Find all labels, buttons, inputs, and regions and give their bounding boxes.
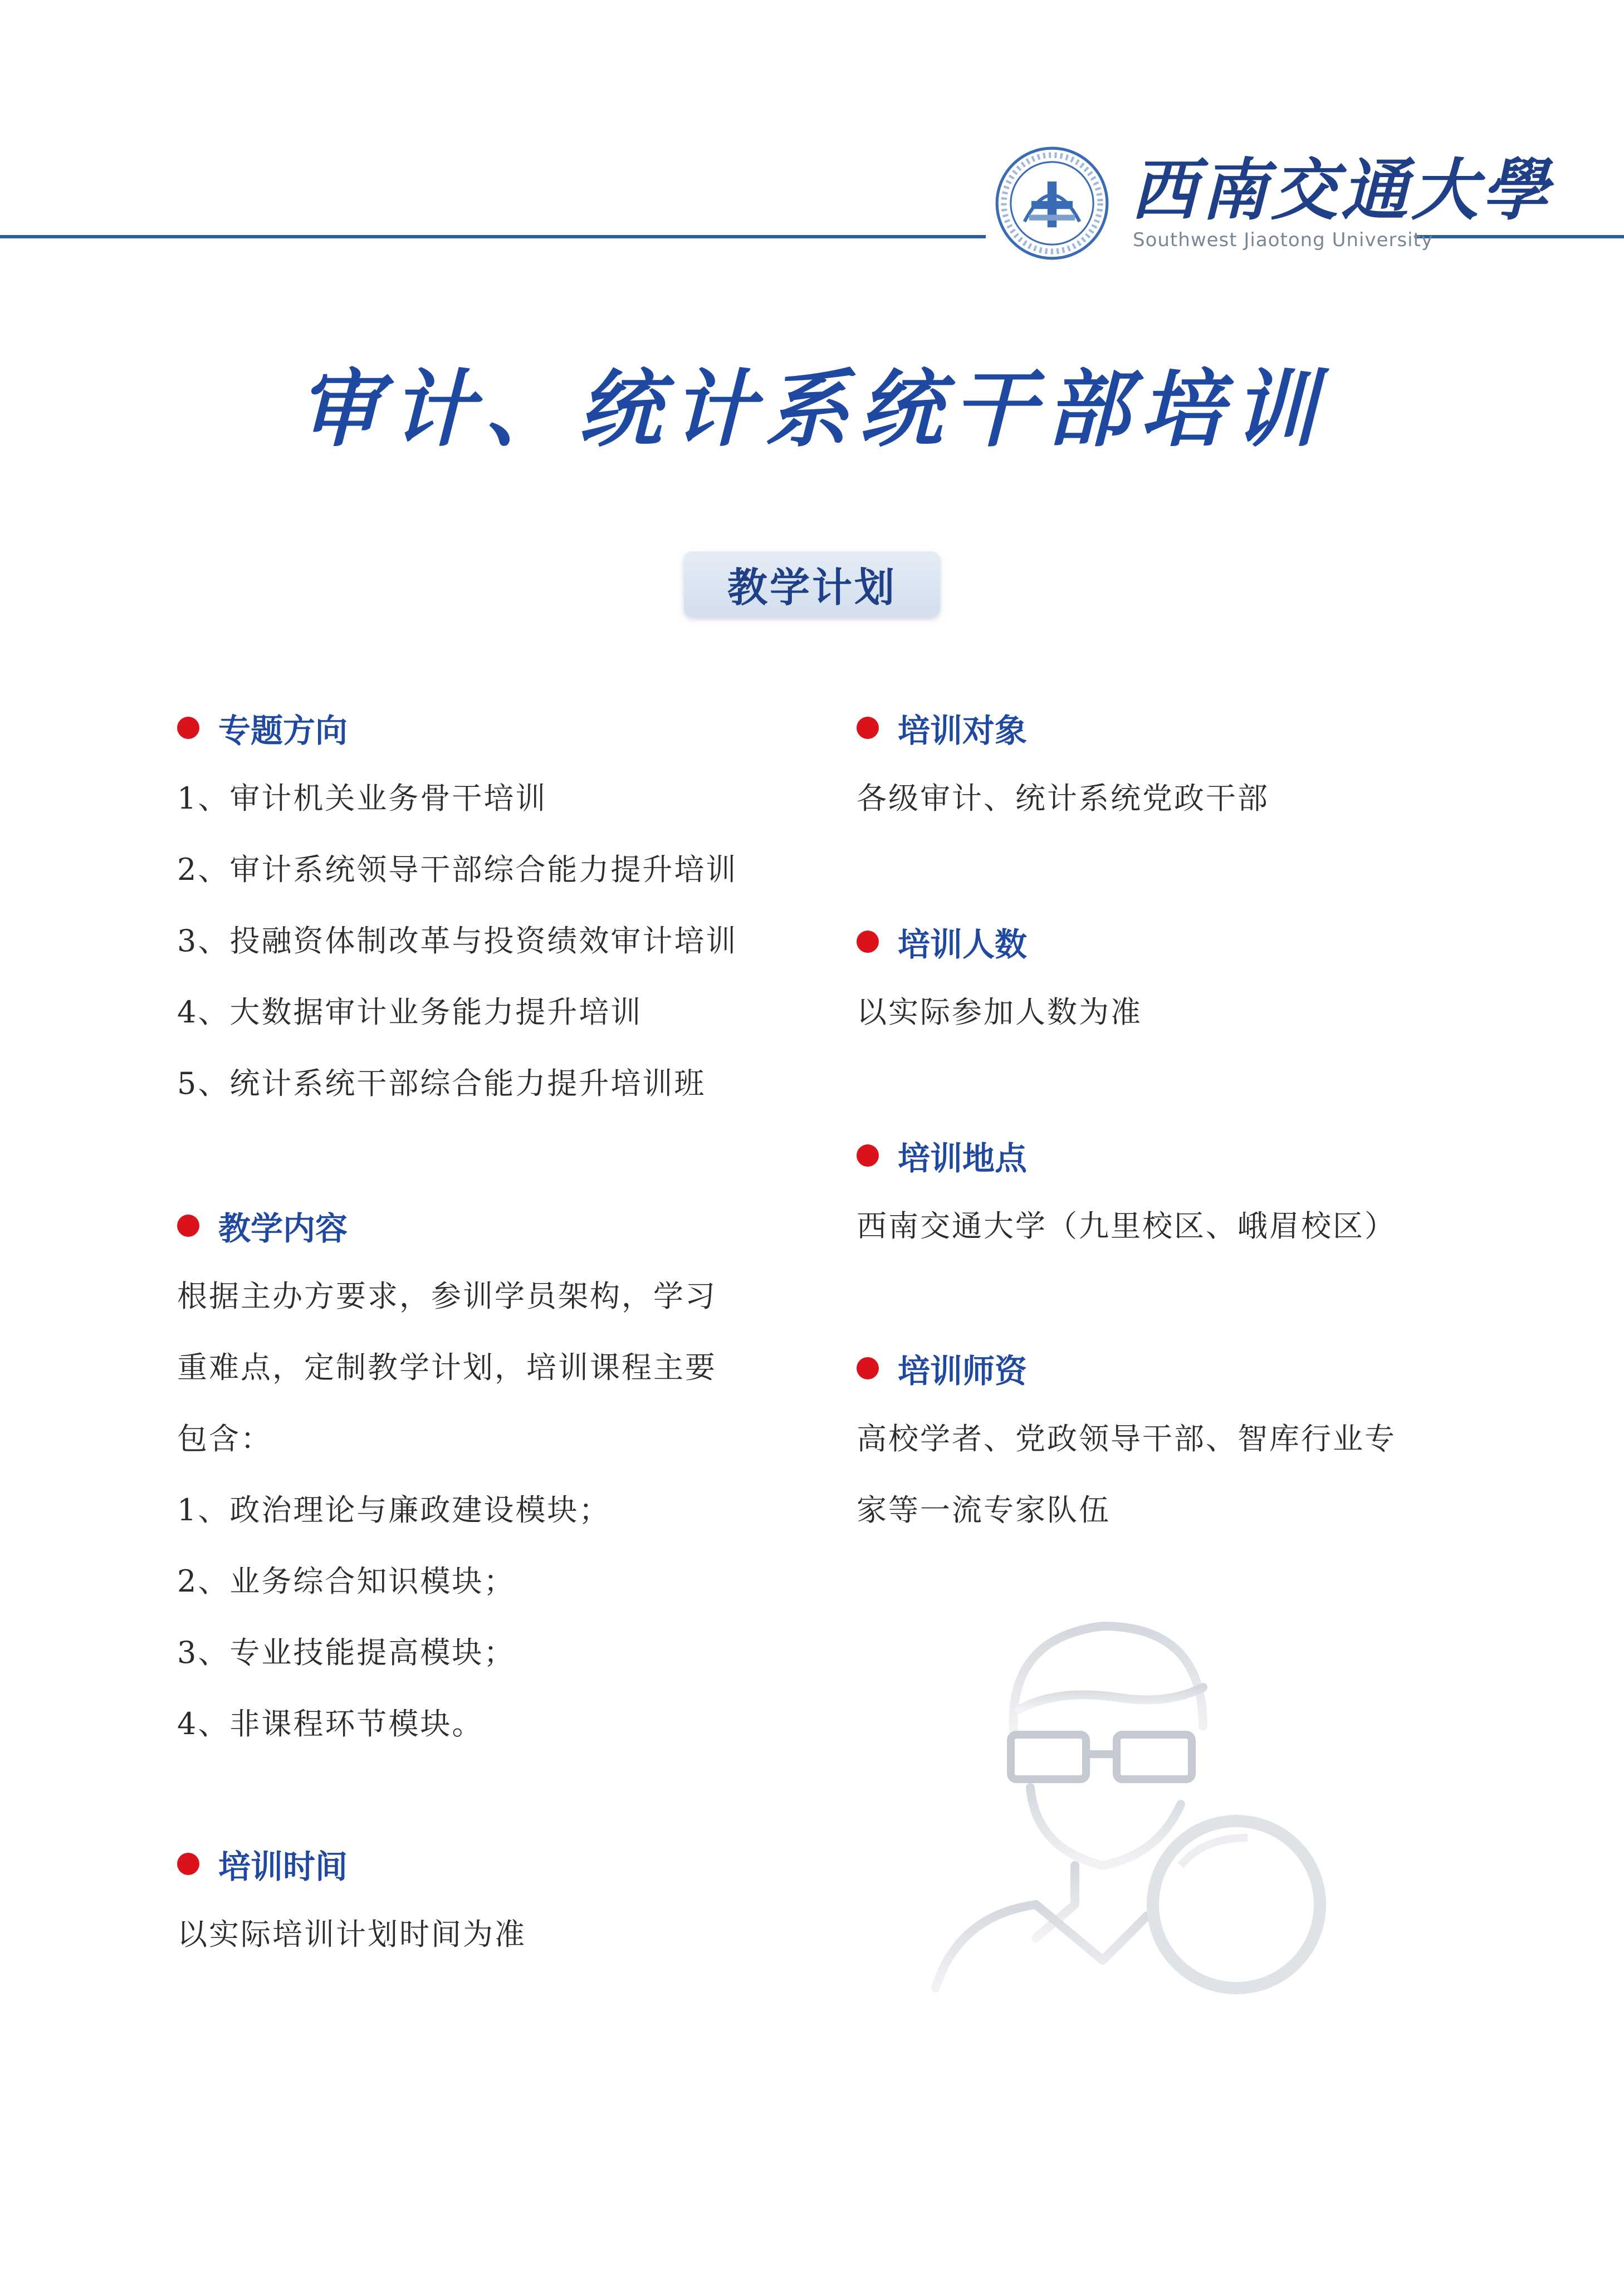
bullet-dot-icon <box>857 1144 879 1167</box>
section-heading-text: 培训人数 <box>898 926 1028 963</box>
section-time <box>177 1839 526 1970</box>
university-name: 西南交通大學 <box>1131 151 1552 229</box>
section-topic <box>177 703 737 1119</box>
section-heading <box>177 703 737 753</box>
header-rule-right <box>1415 235 1624 238</box>
paragraph-line: 西南交通大学（九里校区、峨眉校区） <box>857 1208 1396 1244</box>
section-heading <box>857 917 1142 967</box>
bullet-dot-icon <box>857 931 879 953</box>
list-item: 4、大数据审计业务能力提升培训 <box>177 995 643 1030</box>
bullet-dot-icon <box>177 1215 199 1237</box>
university-english-name: Southwest Jiaotong University <box>1133 229 1434 251</box>
university-seal-icon <box>995 146 1109 261</box>
paragraph-line: 重难点，定制教学计划，培训课程主要 <box>177 1350 717 1385</box>
section-heading <box>857 1343 1396 1393</box>
section-location <box>857 1130 1396 1262</box>
section-heading-text: 专题方向 <box>218 712 348 750</box>
list-item: 1、审计机关业务骨干培训 <box>177 781 547 816</box>
paragraph-line: 包含： <box>177 1421 272 1456</box>
list-item: 1、政治理论与廉政建设模块； <box>177 1492 611 1528</box>
list-item: 4、非课程环节模块。 <box>177 1706 484 1741</box>
section-target <box>857 703 1269 834</box>
section-heading <box>857 703 1269 753</box>
bullet-dot-icon <box>857 1357 879 1379</box>
section-heading <box>177 1201 717 1251</box>
paragraph-line: 根据主办方要求，参训学员架构，学习 <box>177 1279 717 1314</box>
paragraph-line: 高校学者、党政领导干部、智库行业专 <box>857 1421 1396 1456</box>
bullet-dot-icon <box>857 717 879 739</box>
section-heading-text: 培训师资 <box>898 1352 1028 1390</box>
section-content <box>177 1201 717 1760</box>
list-item: 5、统计系统干部综合能力提升培训班 <box>177 1066 706 1101</box>
section-heading-text: 教学内容 <box>218 1210 348 1247</box>
paragraph-line: 以实际参加人数为准 <box>857 995 1142 1030</box>
list-item: 3、投融资体制改革与投资绩效审计培训 <box>177 923 738 958</box>
section-heading-text: 培训对象 <box>898 712 1028 750</box>
list-item: 2、业务综合知识模块； <box>177 1564 516 1599</box>
section-heading-text: 培训时间 <box>218 1848 348 1886</box>
header-rule-left <box>0 235 986 238</box>
list-item: 2、审计系统领导干部综合能力提升培训 <box>177 852 738 887</box>
paragraph-line: 以实际培训计划时间为准 <box>177 1917 526 1952</box>
paragraph-line: 家等一流专家队伍 <box>857 1492 1111 1528</box>
section-faculty <box>857 1343 1396 1546</box>
section-heading <box>177 1839 526 1889</box>
bullet-dot-icon <box>177 1853 199 1875</box>
plan-badge: 教学计划 <box>684 551 940 617</box>
section-count <box>857 917 1142 1048</box>
teacher-illustration-icon <box>891 1604 1348 2005</box>
page-title: 审计、统计系统干部培训 <box>297 360 1327 458</box>
section-heading-text: 培训地点 <box>898 1139 1028 1177</box>
bullet-dot-icon <box>177 717 199 739</box>
list-item: 3、专业技能提高模块； <box>177 1635 516 1670</box>
section-heading <box>857 1130 1396 1181</box>
paragraph-line: 各级审计、统计系统党政干部 <box>857 781 1269 816</box>
